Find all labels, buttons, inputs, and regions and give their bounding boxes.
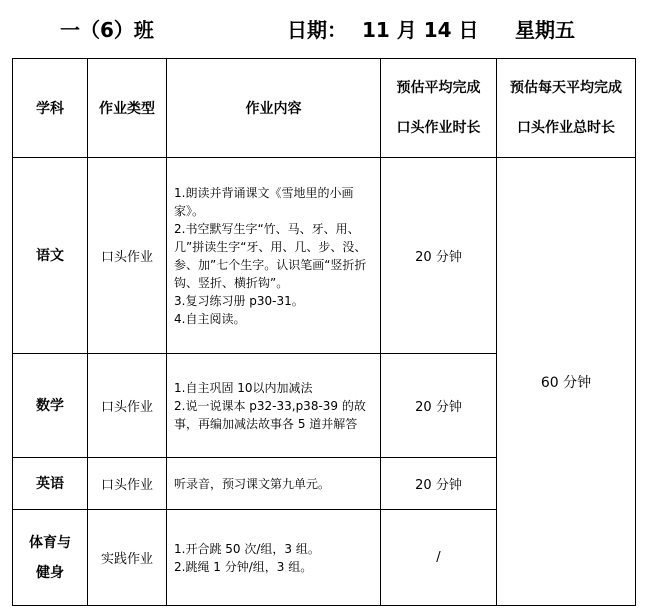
time-cell: 20 分钟 (381, 354, 497, 458)
subject-cell: 数学 (13, 354, 88, 458)
avg-time-header-line2: 口头作业时长 (396, 120, 481, 136)
content-cell (167, 354, 381, 458)
table-row (13, 158, 636, 354)
page-header (0, 10, 652, 44)
content-item: 3.复习练习册 p30-31。 (174, 293, 304, 308)
type-cell: 口头作业 (88, 354, 167, 458)
content-cell (167, 510, 381, 606)
content-cell (167, 158, 381, 354)
time-cell: / (381, 510, 497, 606)
subject-line: 健身 (36, 564, 64, 581)
date-label: 日期： (287, 18, 347, 42)
content-item: 听录音，预习课文第九单元。 (174, 476, 331, 491)
col-header-subject: 学科 (13, 59, 88, 158)
content-item: 1.开合跳 50 次/组，3 组。 (174, 541, 320, 556)
daily-total-cell: 60 分钟 (497, 158, 636, 606)
col-header-content: 作业内容 (167, 59, 381, 158)
table-header-row (13, 59, 636, 158)
content-item: 1.自主巩固 10以内加减法 (174, 380, 313, 395)
content-item: 2.跳绳 1 分钟/组，3 组。 (174, 559, 313, 574)
content-cell (167, 458, 381, 510)
type-cell: 实践作业 (88, 510, 167, 606)
content-item: 4.自主阅读。 (174, 311, 246, 326)
subject-cell: 英语 (13, 458, 88, 510)
col-header-daily-total (497, 59, 636, 158)
content-item: 2.说一说课本 p32-33,p38-39 的故事，再编加减法故事各 5 道并解答 (174, 398, 366, 431)
subject-cell (13, 510, 88, 606)
content-item: 2.书空默写生字“竹、马、牙、用、几”拼读生字“牙、用、几、步、没、参、加”七个生字。认识笔画“竖折折钩、竖折、横折钩”。 (174, 221, 367, 290)
homework-table (12, 58, 636, 606)
date-value: 11 月 14 日 (362, 18, 479, 42)
subject-line: 体育与 (29, 534, 71, 551)
type-cell: 口头作业 (88, 458, 167, 510)
daily-total-header-line1: 预估每天平均完成 (510, 80, 622, 96)
time-cell: 20 分钟 (381, 458, 497, 510)
content-item: 1.朗读并背诵课文《雪地里的小画家》。 (174, 185, 354, 218)
col-header-type: 作业类型 (88, 59, 167, 158)
type-cell: 口头作业 (88, 158, 167, 354)
weekday: 星期五 (515, 18, 575, 42)
time-cell: 20 分钟 (381, 158, 497, 354)
avg-time-header-line1: 预估平均完成 (396, 80, 481, 96)
col-header-avg-time (381, 59, 497, 158)
daily-total-header-line2: 口头作业总时长 (517, 120, 615, 136)
class-name: 一（6）班 (60, 18, 154, 42)
subject-cell: 语文 (13, 158, 88, 354)
